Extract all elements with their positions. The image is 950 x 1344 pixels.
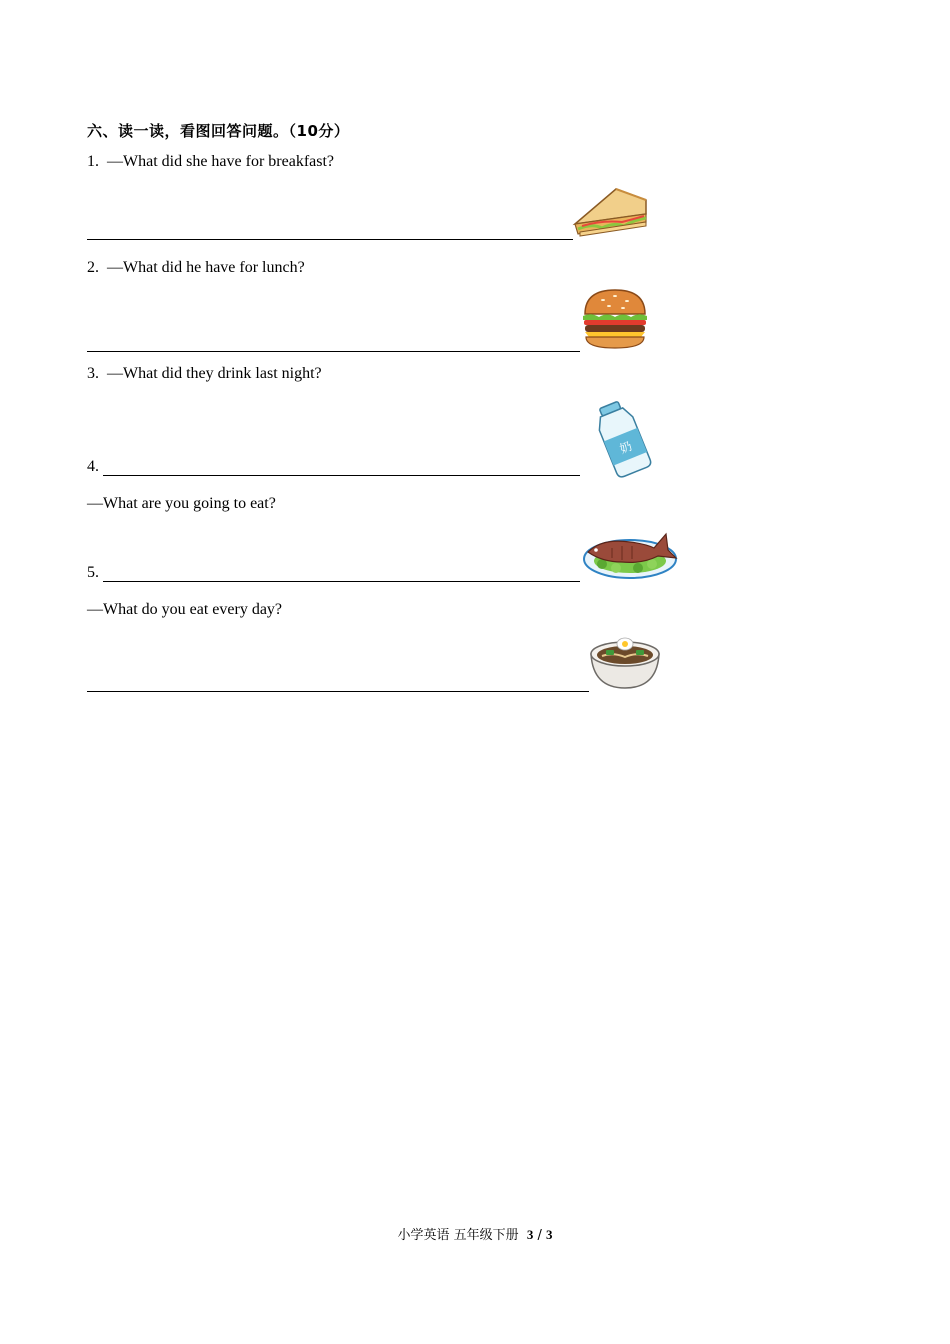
fish-plate-icon [582, 528, 678, 580]
answer-line-4[interactable] [103, 581, 580, 582]
question-1-text: —What did she have for breakfast? [107, 153, 335, 170]
sandwich-icon [572, 186, 650, 238]
question-3 [87, 365, 322, 383]
question-4-number: 4. [87, 458, 99, 475]
svg-text:奶: 奶 [617, 438, 635, 457]
answer-line-2[interactable] [87, 351, 580, 352]
milk-bottle-icon [588, 400, 658, 476]
question-2-number: 2. [87, 259, 99, 276]
noodle-bowl-icon [588, 632, 662, 690]
question-3-number: 3. [87, 365, 99, 382]
question-3-text: —What did they drink last night? [107, 365, 322, 382]
question-1 [87, 153, 334, 171]
question-2 [87, 259, 305, 277]
question-2-text: —What did he have for lunch? [107, 259, 305, 276]
answer-line-3[interactable] [103, 475, 580, 476]
question-4-text: —What are you going to eat? [87, 495, 276, 512]
question-1-number: 1. [87, 153, 99, 170]
page-footer [0, 1224, 950, 1243]
answer-line-5[interactable] [87, 691, 589, 692]
question-5-text: —What do you eat every day? [87, 601, 283, 618]
question-5-number: 5. [87, 564, 99, 581]
answer-line-1[interactable] [87, 239, 573, 240]
footer-page-number: 3 [526, 1227, 534, 1242]
hamburger-icon [581, 288, 649, 350]
section-title: 六、读一读，看图回答问题。（10分） [87, 122, 350, 140]
footer-book: 小学英语 五年级下册 [397, 1228, 519, 1243]
footer-total-pages: 3 [546, 1227, 553, 1242]
footer-separator: / [537, 1228, 542, 1243]
